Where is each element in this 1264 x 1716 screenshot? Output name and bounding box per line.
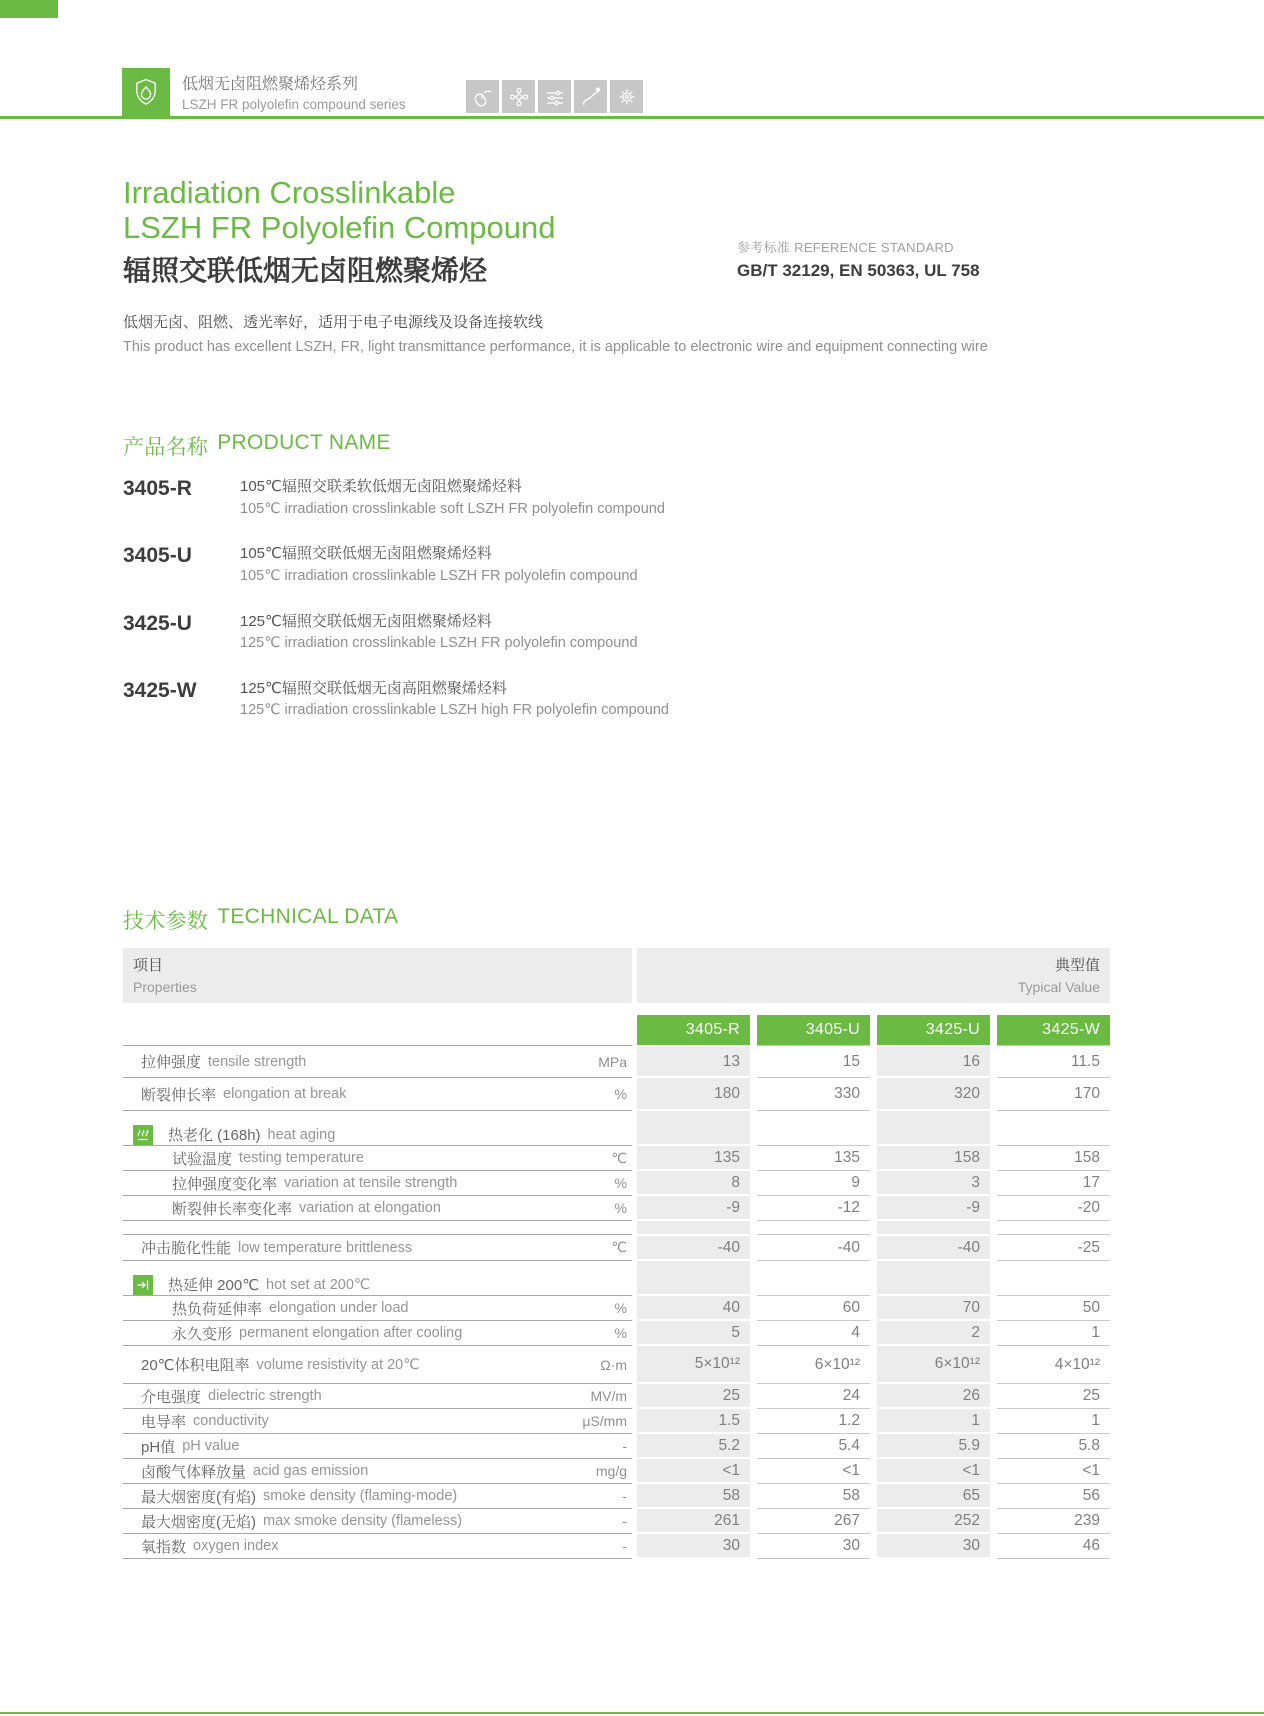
product-desc bbox=[240, 476, 665, 520]
product-list bbox=[123, 476, 669, 745]
row-label-block bbox=[123, 1409, 632, 1434]
row-value: 5.2 bbox=[637, 1434, 750, 1459]
property-unit: MPa bbox=[598, 1053, 627, 1070]
row-value: -40 bbox=[637, 1234, 750, 1261]
row-value: 30 bbox=[757, 1534, 870, 1559]
row-label-block bbox=[123, 1509, 632, 1534]
property-name-en: heat aging bbox=[267, 1126, 336, 1143]
property-name-zh: 最大烟密度(无焰) bbox=[141, 1513, 256, 1531]
properties-header-en: Properties bbox=[133, 978, 197, 995]
product-item bbox=[123, 611, 669, 655]
row-value bbox=[757, 1111, 870, 1124]
row-label-block bbox=[123, 1384, 632, 1409]
corner-tab bbox=[0, 0, 58, 18]
row-label bbox=[141, 1511, 462, 1532]
table-row bbox=[123, 1045, 1110, 1078]
series-title bbox=[182, 74, 406, 115]
row-value bbox=[997, 1111, 1110, 1124]
product-desc-en: 105℃ irradiation crosslinkable soft LSZH FR polyolefin compound bbox=[240, 500, 665, 517]
row-value: 25 bbox=[997, 1384, 1110, 1409]
row-value: 17 bbox=[997, 1171, 1110, 1196]
row-value: 46 bbox=[997, 1534, 1110, 1559]
row-label bbox=[141, 1436, 239, 1457]
row-label bbox=[141, 1536, 278, 1557]
property-name-zh: 永久变形 bbox=[172, 1325, 233, 1343]
reference-standard-label bbox=[737, 237, 980, 256]
product-description bbox=[123, 311, 988, 360]
row-value: 16 bbox=[877, 1045, 990, 1078]
property-name-en: elongation under load bbox=[269, 1300, 409, 1316]
table-row bbox=[123, 1078, 1110, 1111]
product-description-en: This product has excellent LSZH, FR, light transmittance performance, it is applicable to electronic wire and equipment connecting wire bbox=[123, 338, 988, 355]
header-divider bbox=[0, 116, 1264, 119]
row-value bbox=[997, 1221, 1110, 1234]
row-value bbox=[637, 1221, 750, 1234]
row-value: 252 bbox=[877, 1509, 990, 1534]
gap-label-spacer bbox=[123, 1221, 632, 1234]
property-name-zh: 断裂伸长率 bbox=[141, 1086, 217, 1104]
property-unit: Ω·m bbox=[600, 1356, 627, 1373]
row-value bbox=[637, 1124, 750, 1146]
row-value bbox=[997, 1274, 1110, 1296]
row-value bbox=[877, 1111, 990, 1124]
property-name-en: conductivity bbox=[193, 1413, 269, 1429]
row-label bbox=[172, 1198, 441, 1219]
column-header-3405R: 3405-R bbox=[637, 1015, 750, 1045]
property-name-en: max smoke density (flameless) bbox=[263, 1513, 463, 1529]
row-label-block bbox=[123, 1434, 632, 1459]
property-name-en: dielectric strength bbox=[208, 1388, 322, 1404]
row-label bbox=[133, 1124, 335, 1145]
property-name-en: testing temperature bbox=[239, 1150, 364, 1166]
gap-label-spacer bbox=[123, 1261, 632, 1274]
row-label bbox=[141, 1461, 368, 1482]
row-value: 58 bbox=[757, 1484, 870, 1509]
product-desc-en: 125℃ irradiation crosslinkable LSZH high FR polyolefin compound bbox=[240, 702, 669, 719]
row-value bbox=[997, 1124, 1110, 1146]
product-name-heading-zh: 产品名称 bbox=[123, 436, 209, 459]
table-gap-row bbox=[123, 1221, 1110, 1234]
row-label-block bbox=[123, 1124, 632, 1146]
property-name-en: pH value bbox=[182, 1438, 240, 1454]
row-label bbox=[172, 1323, 462, 1344]
table-row bbox=[123, 1509, 1110, 1534]
row-label bbox=[172, 1148, 364, 1169]
product-code: 3405-R bbox=[123, 477, 192, 500]
product-item bbox=[123, 476, 669, 520]
row-label bbox=[141, 1386, 322, 1407]
property-name-zh: 电导率 bbox=[141, 1413, 187, 1431]
row-value bbox=[637, 1274, 750, 1296]
row-value: 25 bbox=[637, 1384, 750, 1409]
row-value: 4 bbox=[757, 1321, 870, 1346]
properties-header bbox=[123, 948, 632, 1003]
row-value: 5×10¹² bbox=[637, 1346, 750, 1384]
product-name-heading-en: PRODUCT NAME bbox=[217, 431, 391, 454]
reference-standard bbox=[737, 237, 980, 281]
table-gap-row bbox=[123, 1111, 1110, 1124]
row-value: 4×10¹² bbox=[997, 1346, 1110, 1384]
row-value: 135 bbox=[637, 1146, 750, 1171]
row-label bbox=[172, 1298, 409, 1319]
signal-lines-icon bbox=[538, 80, 571, 113]
mouse-cable-icon bbox=[466, 80, 499, 113]
row-value bbox=[637, 1261, 750, 1274]
row-value: 135 bbox=[757, 1146, 870, 1171]
row-value: 5.4 bbox=[757, 1434, 870, 1459]
product-name-heading bbox=[123, 431, 391, 461]
table-row bbox=[123, 1534, 1110, 1559]
property-name-zh: 20℃体积电阻率 bbox=[141, 1357, 250, 1374]
property-name-en: smoke density (flaming-mode) bbox=[263, 1488, 458, 1504]
property-name-zh: 热延伸 200℃ bbox=[168, 1277, 260, 1294]
column-header-3425W: 3425-W bbox=[997, 1015, 1110, 1045]
row-value: 170 bbox=[997, 1078, 1110, 1111]
row-value: 70 bbox=[877, 1296, 990, 1321]
row-label-block bbox=[123, 1346, 632, 1384]
property-name-zh: 卤酸气体释放量 bbox=[141, 1463, 247, 1481]
reference-standard-value: GB/T 32129, EN 50363, UL 758 bbox=[737, 261, 980, 280]
product-description-zh: 低烟无卤、阻燃、透光率好，适用于电子电源线及设备连接软线 bbox=[123, 314, 544, 331]
row-value bbox=[757, 1124, 870, 1146]
row-value: 58 bbox=[637, 1484, 750, 1509]
typical-value-header bbox=[637, 948, 1110, 1003]
row-value: 60 bbox=[757, 1296, 870, 1321]
row-label-block bbox=[123, 1078, 632, 1111]
series-title-zh: 低烟无卤阻燃聚烯烃系列 bbox=[182, 76, 359, 93]
row-value bbox=[877, 1274, 990, 1296]
table-row bbox=[123, 1384, 1110, 1409]
product-desc bbox=[240, 611, 638, 655]
property-name-en: low temperature brittleness bbox=[238, 1239, 413, 1256]
technical-data-heading-en: TECHNICAL DATA bbox=[217, 905, 399, 928]
table-row bbox=[123, 1196, 1110, 1221]
row-value: 65 bbox=[877, 1484, 990, 1509]
property-unit: ℃ bbox=[611, 1239, 627, 1255]
row-label bbox=[141, 1237, 412, 1258]
row-value: 30 bbox=[637, 1534, 750, 1559]
row-value: 320 bbox=[877, 1078, 990, 1111]
property-unit: MV/m bbox=[590, 1388, 627, 1404]
row-value: 11.5 bbox=[997, 1045, 1110, 1078]
property-name-zh: 最大烟密度(有焰) bbox=[141, 1488, 256, 1506]
row-value: 13 bbox=[637, 1045, 750, 1078]
row-value: 239 bbox=[997, 1509, 1110, 1534]
property-name-en: acid gas emission bbox=[253, 1463, 369, 1479]
property-name-zh: 冲击脆化性能 bbox=[141, 1240, 232, 1257]
row-label-block bbox=[123, 1534, 632, 1559]
property-unit: % bbox=[614, 1175, 627, 1191]
row-label-block bbox=[123, 1045, 632, 1078]
row-value: 261 bbox=[637, 1509, 750, 1534]
property-name-zh: 热老化 (168h) bbox=[168, 1127, 261, 1144]
footer-divider bbox=[0, 1712, 1264, 1714]
row-label-block bbox=[123, 1234, 632, 1261]
table-row bbox=[123, 1484, 1110, 1509]
row-label bbox=[172, 1173, 457, 1194]
property-name-en: permanent elongation after cooling bbox=[239, 1325, 463, 1341]
grade-column-headers bbox=[637, 1015, 1110, 1045]
row-value: 6×10¹² bbox=[757, 1346, 870, 1384]
table-row bbox=[123, 1146, 1110, 1171]
table-header-band bbox=[123, 948, 1110, 1003]
row-value: 50 bbox=[997, 1296, 1110, 1321]
row-value: 158 bbox=[997, 1146, 1110, 1171]
product-desc-zh: 125℃辐照交联低烟无卤高阻燃聚烯烃料 bbox=[240, 679, 507, 697]
property-name-zh: 拉伸强度变化率 bbox=[172, 1175, 278, 1193]
row-value: 1 bbox=[997, 1409, 1110, 1434]
product-code: 3405-U bbox=[123, 544, 192, 568]
technical-data-table bbox=[123, 1045, 1110, 1559]
row-value: <1 bbox=[997, 1459, 1110, 1484]
properties-header-zh: 项目 bbox=[133, 957, 164, 974]
property-name-zh: 试验温度 bbox=[172, 1150, 233, 1168]
technical-data-heading-zh: 技术参数 bbox=[123, 910, 209, 933]
table-row bbox=[123, 1459, 1110, 1484]
product-desc-en: 125℃ irradiation crosslinkable LSZH FR polyolefin compound bbox=[240, 635, 638, 651]
row-label bbox=[133, 1274, 370, 1295]
table-row bbox=[123, 1321, 1110, 1346]
row-label-block bbox=[123, 1321, 632, 1346]
row-value: <1 bbox=[637, 1459, 750, 1484]
page-title-en-line1: Irradiation Crosslinkable bbox=[123, 175, 456, 210]
gap-label-spacer bbox=[123, 1111, 632, 1124]
row-value: -12 bbox=[757, 1196, 870, 1221]
row-value: 30 bbox=[877, 1534, 990, 1559]
typical-value-header-en: Typical Value bbox=[1017, 978, 1100, 995]
product-desc-en: 105℃ irradiation crosslinkable LSZH FR polyolefin compound bbox=[240, 567, 638, 584]
row-value: 1.5 bbox=[637, 1409, 750, 1434]
page-title-zh: 辐照交联低烟无卤阻燃聚烯烃 bbox=[123, 255, 488, 286]
row-value bbox=[637, 1111, 750, 1124]
row-value: 9 bbox=[757, 1171, 870, 1196]
row-value: -40 bbox=[757, 1234, 870, 1261]
technical-data-heading bbox=[123, 905, 398, 935]
property-name-en: variation at elongation bbox=[299, 1200, 441, 1216]
series-title-en: LSZH FR polyolefin compound series bbox=[182, 97, 406, 113]
property-name-zh: 热负荷延伸率 bbox=[172, 1300, 263, 1318]
table-row bbox=[123, 1296, 1110, 1321]
property-name-zh: 介电强度 bbox=[141, 1388, 202, 1406]
table-gap-row bbox=[123, 1261, 1110, 1274]
row-label-block bbox=[123, 1274, 632, 1296]
reference-standard-label-en: REFERENCE STANDARD bbox=[794, 240, 954, 255]
property-name-en: variation at tensile strength bbox=[284, 1175, 458, 1191]
row-label bbox=[141, 1051, 306, 1072]
property-unit: % bbox=[614, 1200, 627, 1216]
property-unit: μS/mm bbox=[582, 1413, 627, 1429]
hot-set-icon bbox=[133, 1275, 153, 1295]
row-value: 5.8 bbox=[997, 1434, 1110, 1459]
row-value: 8 bbox=[637, 1171, 750, 1196]
typical-value-header-zh: 典型值 bbox=[1054, 957, 1100, 974]
property-name-zh: 氧指数 bbox=[141, 1538, 187, 1556]
row-value: 180 bbox=[637, 1078, 750, 1111]
row-value bbox=[757, 1274, 870, 1296]
row-value: 158 bbox=[877, 1146, 990, 1171]
row-value bbox=[757, 1221, 870, 1234]
heat-icon bbox=[133, 1125, 153, 1145]
property-name-en: hot set at 200℃ bbox=[266, 1276, 371, 1293]
header-icon-row bbox=[466, 80, 643, 113]
row-value: 330 bbox=[757, 1078, 870, 1111]
shield-flame-icon bbox=[122, 68, 170, 116]
row-value: -40 bbox=[877, 1234, 990, 1261]
row-value: 6×10¹² bbox=[877, 1346, 990, 1384]
row-value: 1 bbox=[877, 1409, 990, 1434]
property-name-zh: 断裂伸长率变化率 bbox=[172, 1200, 293, 1218]
property-name-zh: pH值 bbox=[141, 1438, 176, 1456]
product-desc bbox=[240, 678, 669, 722]
property-name-en: volume resistivity at 20℃ bbox=[256, 1356, 420, 1373]
row-label-block bbox=[123, 1196, 632, 1221]
row-value: 40 bbox=[637, 1296, 750, 1321]
gear-icon bbox=[610, 80, 643, 113]
row-label-block bbox=[123, 1484, 632, 1509]
property-unit: - bbox=[622, 1538, 627, 1554]
row-label-block bbox=[123, 1296, 632, 1321]
table-row bbox=[123, 1434, 1110, 1459]
row-label-block bbox=[123, 1146, 632, 1171]
table-row bbox=[123, 1234, 1110, 1261]
row-value: 5.9 bbox=[877, 1434, 990, 1459]
product-item bbox=[123, 543, 669, 587]
product-desc-zh: 125℃辐照交联低烟无卤阻燃聚烯烃料 bbox=[240, 612, 492, 630]
property-unit: - bbox=[622, 1488, 627, 1504]
property-unit: % bbox=[614, 1086, 627, 1102]
row-value: <1 bbox=[877, 1459, 990, 1484]
table-row bbox=[123, 1409, 1110, 1434]
row-label-block bbox=[123, 1459, 632, 1484]
row-value: 26 bbox=[877, 1384, 990, 1409]
property-unit: ℃ bbox=[611, 1149, 627, 1166]
table-section-row bbox=[123, 1124, 1110, 1146]
row-value: 3 bbox=[877, 1171, 990, 1196]
product-code: 3425-U bbox=[123, 611, 192, 635]
property-name-en: elongation at break bbox=[223, 1086, 347, 1102]
row-value: 15 bbox=[757, 1045, 870, 1078]
row-value: 1.2 bbox=[757, 1409, 870, 1434]
row-value bbox=[877, 1261, 990, 1274]
property-unit: - bbox=[622, 1513, 627, 1529]
row-value: 56 bbox=[997, 1484, 1110, 1509]
reference-standard-label-zh: 参考标准 bbox=[737, 240, 791, 255]
row-label bbox=[141, 1411, 269, 1432]
row-value: 5 bbox=[637, 1321, 750, 1346]
row-value: 267 bbox=[757, 1509, 870, 1534]
property-name-en: tensile strength bbox=[208, 1053, 307, 1070]
row-value: -20 bbox=[997, 1196, 1110, 1221]
row-label bbox=[141, 1354, 419, 1375]
row-value bbox=[877, 1221, 990, 1234]
table-row bbox=[123, 1346, 1110, 1384]
row-value bbox=[877, 1124, 990, 1146]
row-label bbox=[141, 1084, 346, 1105]
row-value: 1 bbox=[997, 1321, 1110, 1346]
column-header-3425U: 3425-U bbox=[877, 1015, 990, 1045]
table-row bbox=[123, 1171, 1110, 1196]
product-desc bbox=[240, 543, 638, 587]
page-title-en bbox=[123, 176, 555, 245]
property-unit: % bbox=[614, 1325, 627, 1341]
row-value: -25 bbox=[997, 1234, 1110, 1261]
row-value: <1 bbox=[757, 1459, 870, 1484]
row-value bbox=[757, 1261, 870, 1274]
row-value bbox=[997, 1261, 1110, 1274]
row-value: 2 bbox=[877, 1321, 990, 1346]
molecule-icon bbox=[502, 80, 535, 113]
column-header-3405U: 3405-U bbox=[757, 1015, 870, 1045]
property-unit: - bbox=[622, 1438, 627, 1454]
wire-icon bbox=[574, 80, 607, 113]
property-name-en: oxygen index bbox=[193, 1538, 279, 1554]
table-section-row bbox=[123, 1274, 1110, 1296]
product-desc-zh: 105℃辐照交联低烟无卤阻燃聚烯烃料 bbox=[240, 545, 492, 563]
product-item bbox=[123, 678, 669, 722]
property-unit: mg/g bbox=[595, 1463, 627, 1479]
product-desc-zh: 105℃辐照交联柔软低烟无卤阻燃聚烯烃料 bbox=[240, 478, 522, 495]
row-label bbox=[141, 1486, 457, 1507]
row-value: -9 bbox=[637, 1196, 750, 1221]
row-value: 24 bbox=[757, 1384, 870, 1409]
row-label-block bbox=[123, 1171, 632, 1196]
property-unit: % bbox=[614, 1300, 627, 1316]
row-value: -9 bbox=[877, 1196, 990, 1221]
page-title-en-line2: LSZH FR Polyolefin Compound bbox=[123, 209, 556, 245]
product-code: 3425-W bbox=[123, 678, 197, 702]
property-name-zh: 拉伸强度 bbox=[141, 1054, 202, 1071]
